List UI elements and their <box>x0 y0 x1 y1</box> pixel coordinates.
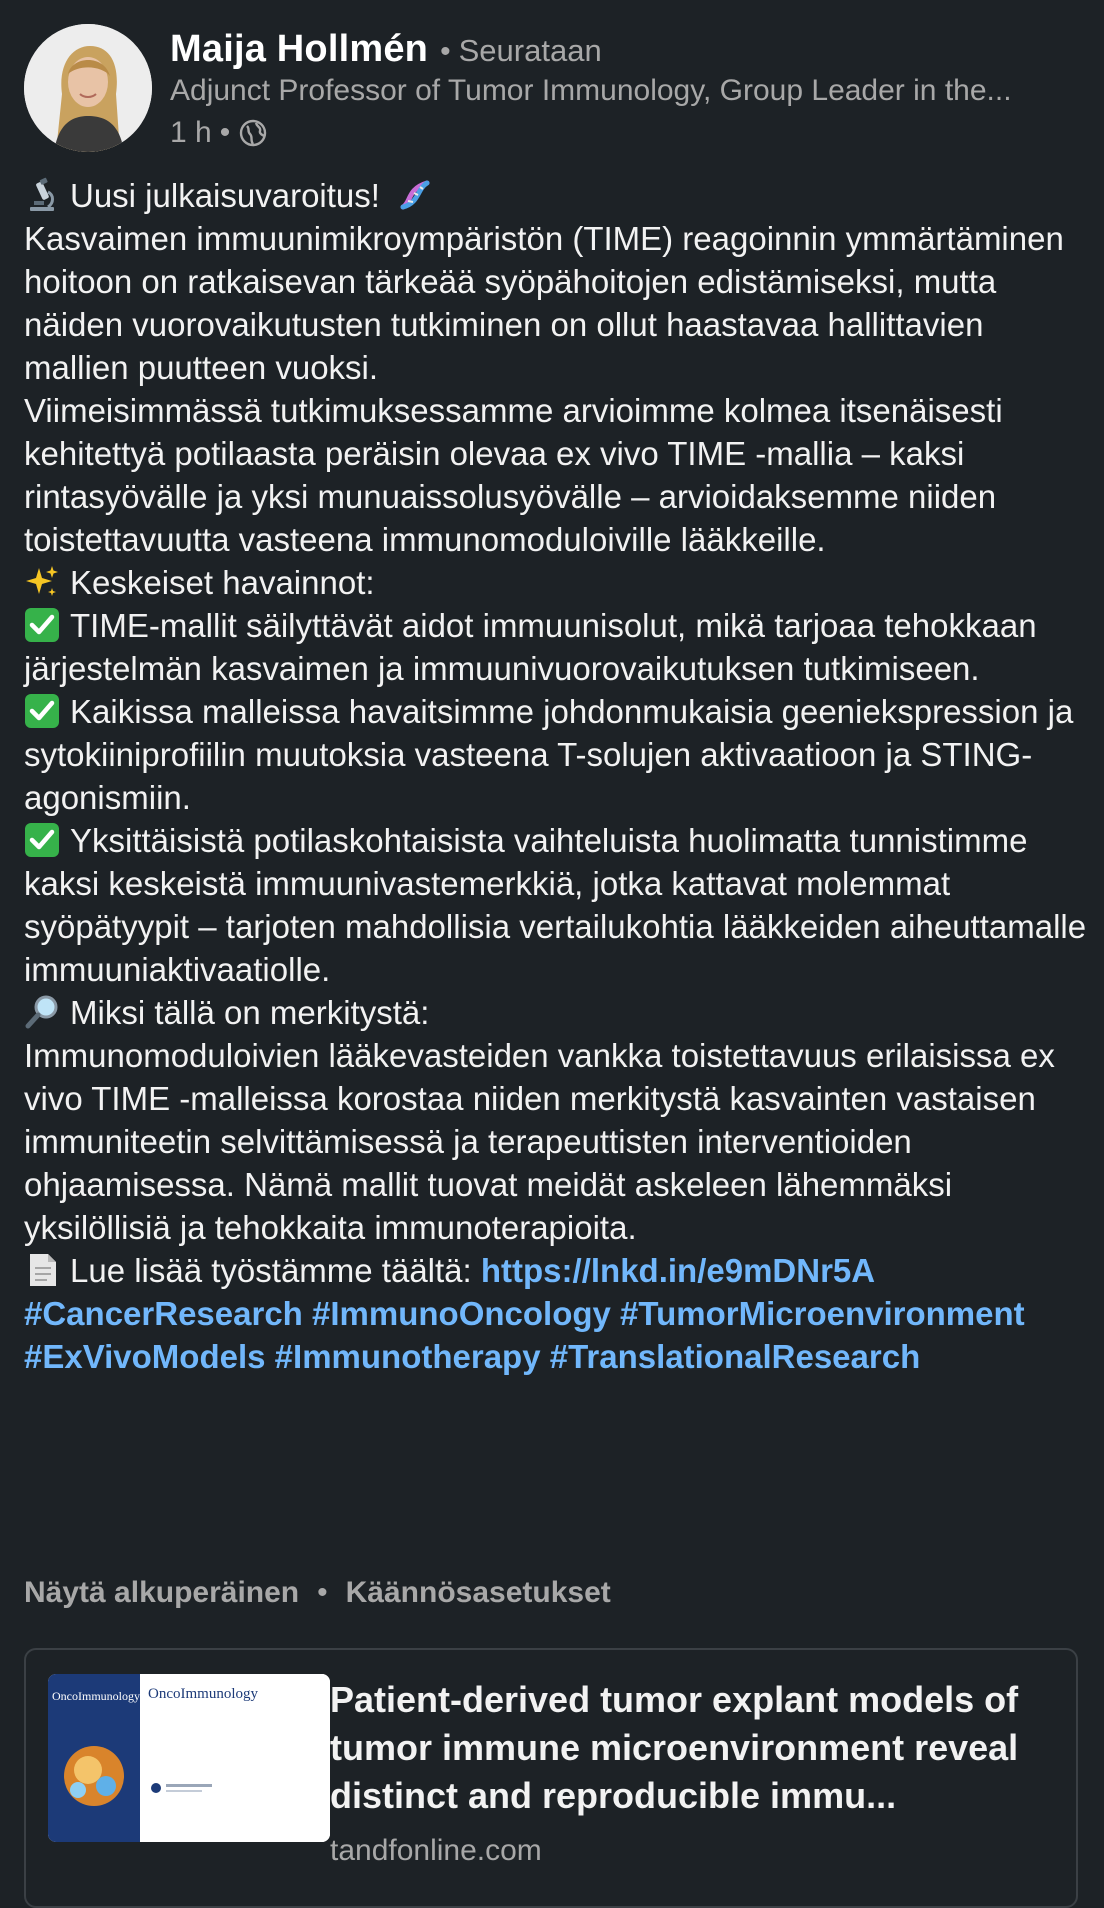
hashtag-link[interactable]: #ImmunoOncology <box>312 1295 611 1332</box>
post-line-text: Uusi julkaisuvaroitus! <box>70 177 380 214</box>
post-meta <box>170 116 268 150</box>
author-avatar[interactable] <box>24 24 152 152</box>
post-paragraph: Kasvaimen immuunimikroympäristön (TIME) reagoinnin ymmärtäminen hoitoon on ratkaisevan tärkeää syöpähoitojen edistämiseksi, mutta näiden vuorovaikutusten tutkiminen on ollut haastavaa hallittavien mallien puutteen vuoksi. <box>24 220 1064 386</box>
post-paragraph <box>24 991 1088 1034</box>
microscope-icon <box>24 177 60 213</box>
hashtag-link[interactable]: #TumorMicroenvironment <box>620 1295 1025 1332</box>
read-more-text: Lue lisää työstämme täältä: <box>70 1252 472 1289</box>
hashtag-link[interactable]: #Immunotherapy <box>274 1338 541 1375</box>
post-line-text: TIME-mallit säilyttävät aidot immuunisolut, mikä tarjoaa tehokkaan järjestelmän kasvaimen ja immuunivuorovaikutuksen tutkimiseen. <box>24 607 1037 687</box>
thumb-journal-left: OncoImmunology <box>52 1689 140 1703</box>
author-photo-icon <box>24 24 152 152</box>
post-paragraph <box>24 174 1088 217</box>
author-separator: • <box>440 35 451 68</box>
post-paragraph: Immunomoduloivien lääkevasteiden vankka toistettavuus erilaisissa ex vivo TIME -malleissa korostaa niiden merkitystä kasvainten vastaisen immuniteetin selvittämisessä ja terapeuttisten interventioiden ohjaamisessa. Nämä mallit tuovat meidät askeleen lähemmäksi yksilöllisiä ja tehokkaita immunoterapioita. <box>24 1037 1055 1246</box>
magnifier-icon <box>24 994 60 1030</box>
author-name[interactable]: Maija Hollmén <box>170 28 429 70</box>
translation-row <box>24 1576 611 1610</box>
hashtags <box>24 1292 1088 1378</box>
translation-separator: • <box>317 1576 328 1609</box>
follow-status[interactable]: Seurataan <box>458 33 602 68</box>
meta-separator: • <box>219 116 231 149</box>
show-original-button[interactable]: Näytä alkuperäinen <box>24 1576 300 1609</box>
check-mark-icon <box>24 693 60 729</box>
check-mark-icon <box>24 607 60 643</box>
hashtag-link[interactable]: #ExVivoModels <box>24 1338 266 1375</box>
author-line <box>170 28 602 71</box>
link-preview-card[interactable] <box>24 1648 1078 1908</box>
dna-icon <box>397 177 433 213</box>
post-paragraph <box>24 561 1088 604</box>
post-paragraph <box>24 690 1088 819</box>
post-line-text: Yksittäisistä potilaskohtaisista vaihteluista huolimatta tunnistimme kaksi keskeistä immuunivastemerkkiä, jotka kattavat molemmat syöpätyypit – tarjoten mahdollisia vertailukohtia lääkkeiden aiheuttamalle immuuniaktivaatiolle. <box>24 822 1087 988</box>
post-paragraph: Viimeisimmässä tutkimuksessamme arvioimme kolmea itsenäisesti kehitettyä potilaasta peräisin olevaa ex vivo TIME -mallia – kaksi rintasyövälle ja yksi munuaissolusyövälle – arvioidaksemme niiden toistettavuutta vasteena immunomoduloiville lääkkeille. <box>24 392 1003 558</box>
translation-settings-button[interactable]: Käännösasetukset <box>345 1576 611 1609</box>
article-title[interactable]: Patient-derived tumor explant models of tumor immune microenvironment reveal distinct and reproducible immu... <box>330 1679 1019 1816</box>
globe-icon <box>238 118 268 148</box>
article-thumbnail <box>48 1674 330 1842</box>
post-paragraph <box>24 604 1088 690</box>
post-body <box>24 174 1088 1378</box>
document-icon <box>24 1252 60 1288</box>
sparkles-icon <box>24 564 60 600</box>
post-line-text: Keskeiset havainnot: <box>70 564 375 601</box>
hashtag-link[interactable]: #CancerResearch <box>24 1295 303 1332</box>
thumb-journal-right: OncoImmunology <box>148 1686 258 1702</box>
post-time: 1 h <box>170 116 212 149</box>
post-header <box>24 24 1084 154</box>
hashtag-link[interactable]: #TranslationalResearch <box>549 1338 921 1375</box>
article-link[interactable]: https://lnkd.in/e9mDNr5A <box>480 1252 876 1289</box>
check-mark-icon <box>24 822 60 858</box>
post-line-text: Miksi tällä on merkitystä: <box>70 994 430 1031</box>
post-paragraph <box>24 1249 1088 1292</box>
article-domain: tandfonline.com <box>330 1834 542 1867</box>
post-line-text: Kaikissa malleissa havaitsimme johdonmukaisia geeniekspression ja sytokiiniprofiilin muutoksia vasteena T-solujen aktivaatioon ja STING-agonismiin. <box>24 693 1074 816</box>
journal-cover-icon <box>48 1674 330 1842</box>
post-paragraph <box>24 819 1088 991</box>
author-headline: Adjunct Professor of Tumor Immunology, Group Leader in the... <box>170 74 1012 107</box>
